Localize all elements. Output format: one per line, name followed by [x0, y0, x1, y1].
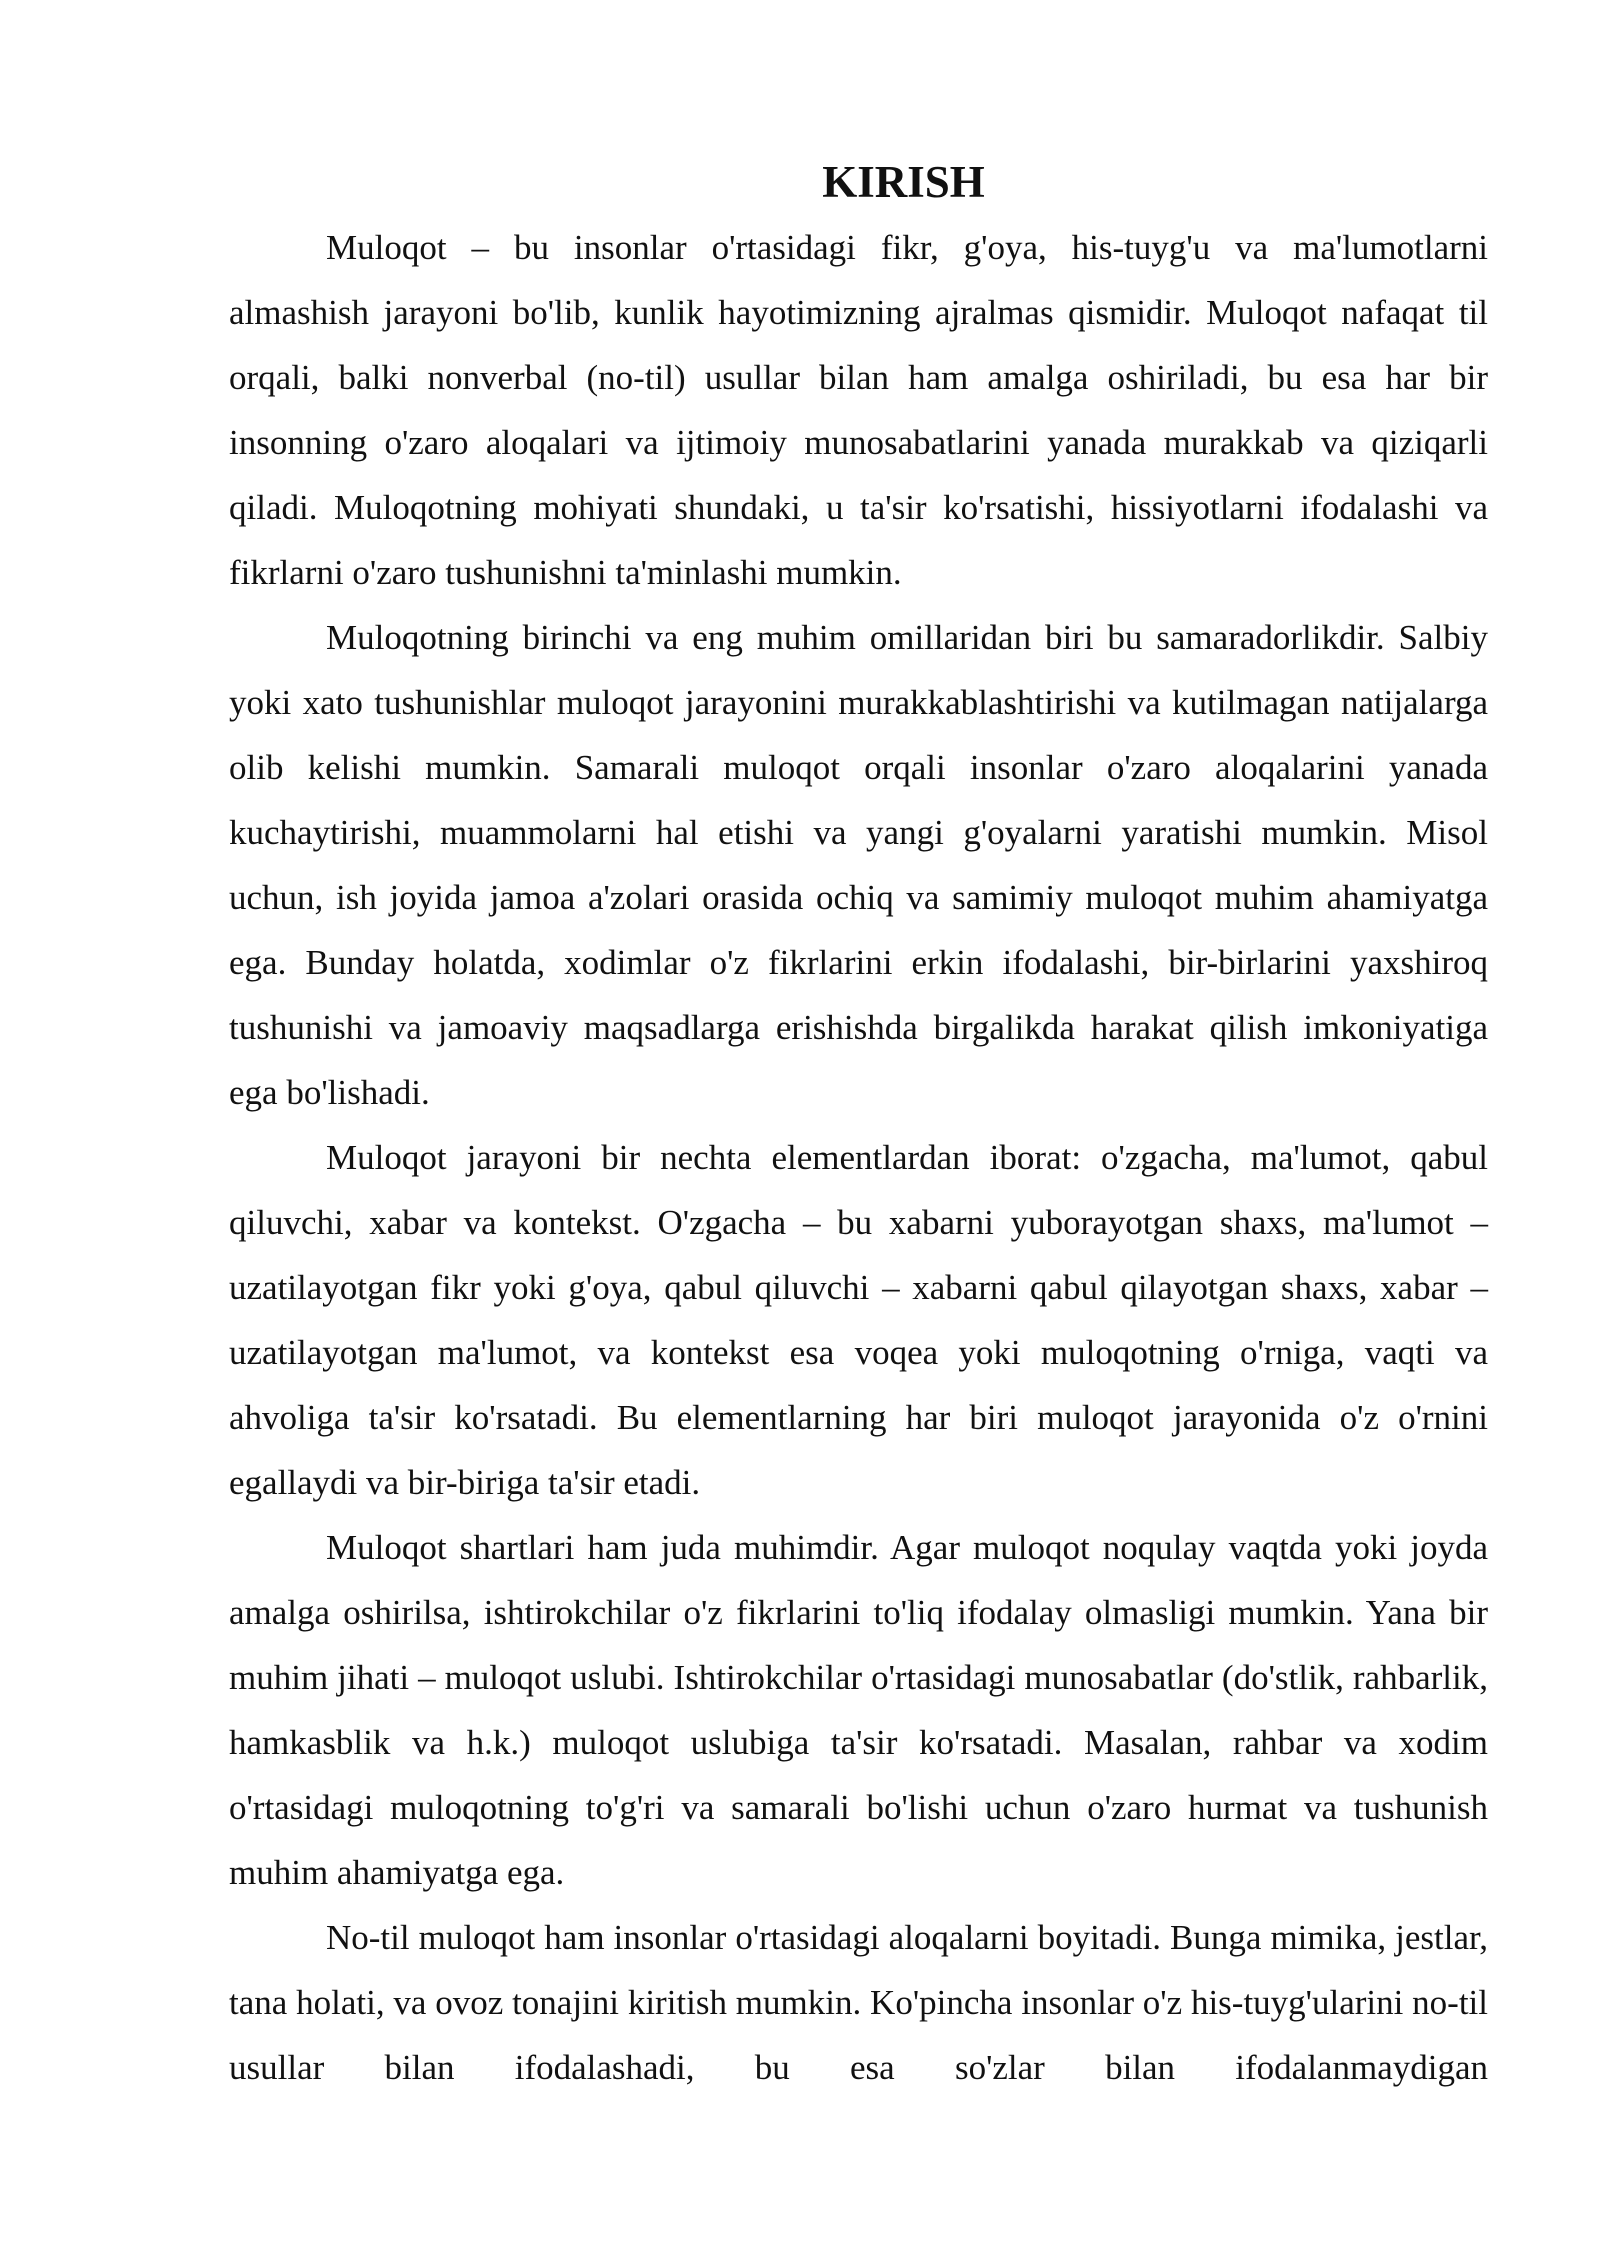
page-title: KIRISH: [822, 157, 985, 207]
paragraph-5: No-til muloqot ham insonlar o'rtasidagi aloqalarni boyitadi. Bunga mimika, jestlar, tana holati, va ovoz tonajini kiritish mumkin. Ko'pincha insonlar o'z his-tuyg'ularini no-til usullar bilan ifodalashadi, bu esa so'zlar bilan ifodalanmaydigan: [229, 1918, 1488, 2087]
paragraph-1: Muloqot – bu insonlar o'rtasidagi fikr, g'oya, his-tuyg'u va ma'lumotlarni almashish jarayoni bo'lib, kunlik hayotimizning ajralmas qismidir. Muloqot nafaqat til orqali, balki nonverbal (no-til) usullar bilan ham amalga oshiriladi, bu esa har bir insonning o'zaro aloqalari va ijtimoiy munosabatlarini yanada murakkab va qiziqarli qiladi. Muloqotning mohiyati shundaki, u ta'sir ko'rsatishi, hissiyotlarni ifodalashi va fikrlarni o'zaro tushunishni ta'minlashi mumkin.: [229, 228, 1488, 592]
paragraph-4: Muloqot shartlari ham juda muhimdir. Agar muloqot noqulay vaqtda yoki joyda amalga oshirilsa, ishtirokchilar o'z fikrlarini to'liq ifodalay olmasligi mumkin. Yana bir muhim jihati – muloqot uslubi. Ishtirokchilar o'rtasidagi munosabatlar (do'stlik, rahbarlik, hamkasblik va h.k.) muloqot uslubiga ta'sir ko'rsatadi. Masalan, rahbar va xodim o'rtasidagi muloqotning to'g'ri va samarali bo'lishi uchun o'zaro hurmat va tushunish muhim ahamiyatga ega.: [229, 1528, 1488, 1892]
paragraph-3: Muloqot jarayoni bir nechta elementlardan iborat: o'zgacha, ma'lumot, qabul qiluvchi, xabar va kontekst. O'zgacha – bu xabarni yuborayotgan shaxs, ma'lumot – uzatilayotgan fikr yoki g'oya, qabul qiluvchi – xabarni qabul qilayotgan shaxs, xabar – uzatilayotgan ma'lumot, va kontekst esa voqea yoki muloqotning o'rniga, vaqti va ahvoliga ta'sir ko'rsatadi. Bu elementlarning har biri muloqot jarayonida o'z o'rnini egallaydi va bir-biriga ta'sir etadi.: [229, 1138, 1488, 1502]
document-body: [229, 150, 1488, 2100]
paragraph-2: Muloqotning birinchi va eng muhim omillaridan biri bu samaradorlikdir. Salbiy yoki xato tushunishlar muloqot jarayonini murakkablashtirishi va kutilmagan natijalarga olib kelishi mumkin. Samarali muloqot orqali insonlar o'zaro aloqalarini yanada kuchaytirishi, muammolarni hal etishi va yangi g'oyalarni yaratishi mumkin. Misol uchun, ish joyida jamoa a'zolari orasida ochiq va samimiy muloqot muhim ahamiyatga ega. Bunday holatda, xodimlar o'z fikrlarini erkin ifodalashi, bir-birlarini yaxshiroq tushunishi va jamoaviy maqsadlarga erishishda birgalikda harakat qilish imkoniyatiga ega bo'lishadi.: [229, 618, 1488, 1112]
